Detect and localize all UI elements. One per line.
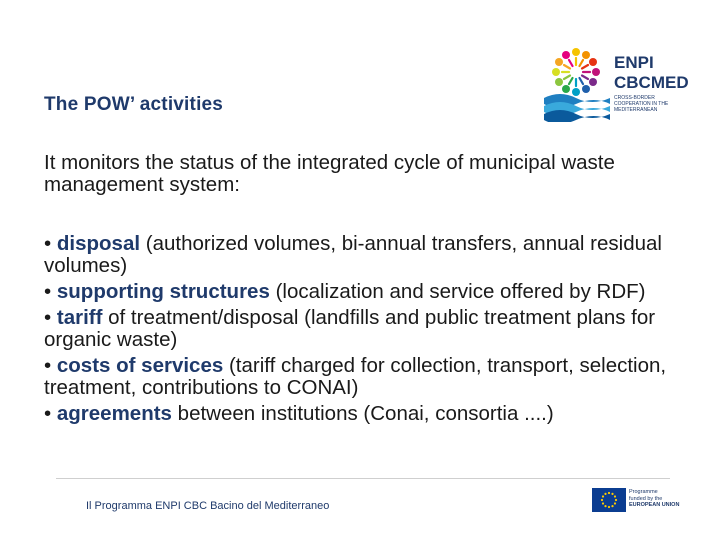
bullet-marker: • [44, 354, 57, 377]
eu-line3: EUROPEAN UNION [629, 502, 680, 508]
bullet-text: between institutions (Conai, consortia ....) [171, 402, 554, 425]
bullet-text: (tariff charged for collection, transport, selection, treatment, contributions to CONAI) [44, 354, 667, 399]
bullet-keyword: supporting structures [56, 280, 270, 303]
bullet-text: (authorized volumes, bi-annual transfers, annual residual volumes) [44, 232, 662, 277]
bullet-keyword: tariff [56, 306, 103, 329]
bullet-item [44, 307, 694, 351]
bullet-marker: • [44, 306, 57, 329]
bullet-keyword: disposal [56, 232, 141, 255]
enpi-cbcmed-logo [542, 40, 689, 122]
intro-paragraph: It monitors the status of the integrated cycle of municipal waste management system: [44, 151, 615, 196]
bullet-marker: • [44, 402, 57, 425]
logo-title-line1: ENPI [614, 53, 654, 72]
bullet-text: of treatment/disposal (landfills and public treatment plans for organic waste) [44, 306, 656, 351]
bullet-item [44, 281, 694, 303]
bullet-marker: • [44, 232, 57, 255]
logo-title-line2: CBCMED [614, 73, 689, 92]
eu-line2: funded by the [629, 495, 663, 502]
footer-text: Il Programma ENPI CBC Bacino del Mediterraneo [86, 500, 330, 512]
bullet-list [44, 233, 694, 429]
bullet-item [44, 233, 694, 277]
eu-stars-icon [592, 488, 626, 512]
logo-tagline: CROSS-BORDER COOPERATION IN THE MEDITERRANEAN [614, 95, 669, 113]
eu-line1: Programme [629, 489, 658, 495]
bullet-keyword: costs of services [56, 354, 224, 377]
bullet-text: (localization and service offered by RDF) [269, 280, 646, 303]
eu-funding-badge [592, 488, 687, 514]
eu-flag-icon [592, 488, 626, 512]
slide-title: The POW’ activities [44, 94, 224, 115]
bullet-item [44, 355, 694, 399]
bullet-marker: • [44, 280, 57, 303]
eu-funding-text [629, 489, 687, 509]
bullet-item [44, 403, 694, 425]
bullet-keyword: agreements [56, 402, 172, 425]
sun-people-icon [542, 40, 612, 122]
footer-divider [56, 478, 670, 479]
